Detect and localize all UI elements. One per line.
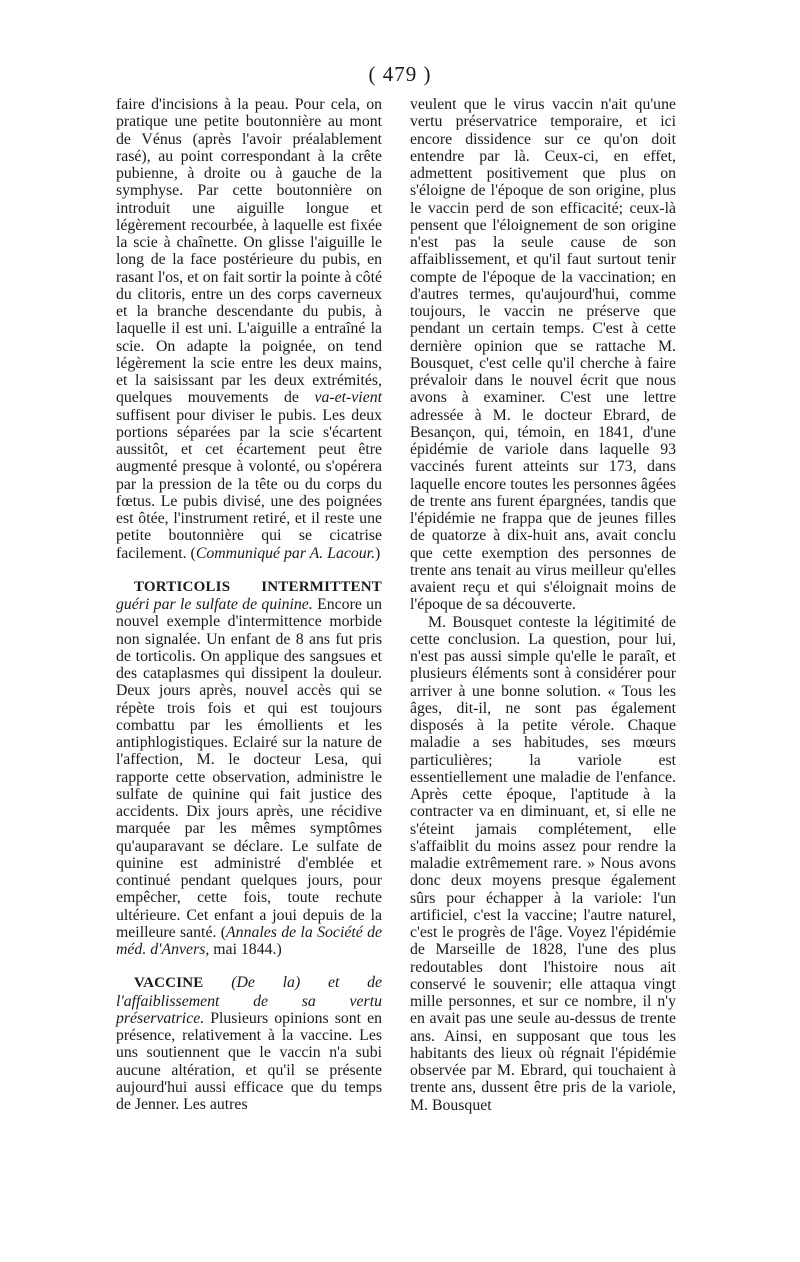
right-column: [410, 96, 676, 1114]
source-citation: Annales de la Société de méd. d'Anvers,: [116, 923, 383, 958]
paragraph-text: veulent que le virus vaccin n'ait qu'une vertu préservatrice temporaire, et ici encore dissidence sur ce qu'on doit entendre par là. Ceux-ci, en effet, admettent positivement que plus on s'éloigne de l'époque de son origine, plus le vaccin perd de son efficacité; ceux-là pensent que l'éloignement de son origine n'est pas la seule cause de son affaiblissement, et qu'il faut surtout tenir compte de l'époque de la vaccination; en d'autres termes, qu'aujourd'hui, comme toujours, le vaccin ne préserve que pendant un certain temps. C'est à cette dernière opinion que se rattache M. Bousquet, c'est celle qu'il cherche à faire prévaloir dans le nouvel écrit que nous avons à examiner. C'est une lettre adressée à M. le docteur Ebrard, de Besançon, qui, témoin, en 1841, d'une épidémie de variole dans laquelle 93 vaccinés furent atteints sur 173, dans laquelle encore toutes les personnes âgées de trente ans furent épargnées, tandis que l'épidémie ne frappa que de jeunes filles de quatorze à dix-huit ans, avait conclu que cette exemption des personnes de trente ans tenait au virus meilleur qu'elles avaient reçu et qui s'éloignait moins de l'époque de sa découverte.: [410, 96, 676, 614]
paragraph-text: M. Bousquet conteste la légitimité de cette conclusion. La question, pour lui, n'est pas aussi simple qu'elle le paraît, et plusieurs éléments sont à considérer pour arriver à une bonne solution. « Tous les âges, dit-il, ne sont pas également disposés à la petite vérole. Chaque maladie a ses habitudes, ses mœurs particulières; la variole est essentiellement une maladie de l'enfance. Après cette époque, l'aptitude à la contracter va en diminuant, et, si elle ne s'éteint jamais complétement, elle s'affaiblit du moins assez pour rendre la maladie extrêmement rare. » Nous avons donc deux moyens presque également sûrs pour échapper à la variole: l'un artificiel, c'est la vaccine; l'autre naturel, c'est le progrès de l'âge. Voyez l'épidémie de Marseille de 1828, l'une des plus redoutables dont l'histoire nous ait conservé le souvenir; elle attaqua vingt mille personnes, et sur ce nombre, il n'y en avait pas une seule au-dessus de trente ans. Ainsi, en supposant que tous les habitants des lieux où régnait l'épidémie observée par M. Ebrard, qui touchaient à trente ans, dussent être pris de la variole, M. Bousquet: [410, 613, 676, 1114]
paragraph: [410, 96, 676, 614]
source-citation: Communiqué par A. Lacour.: [195, 544, 376, 562]
article-heading: VACCINE: [134, 975, 204, 992]
paragraph-text: Plusieurs opinions sont en présence, relativement à la vaccine. Les uns soutiennent que le vaccin n'a subi aucune altération, et qu'il se présente aujourd'hui aussi efficace que du temps de Jenner. Les autres: [116, 1009, 382, 1113]
paragraph-text: ): [375, 544, 381, 562]
article-subheading: (De la) et de l'affaiblissement de sa vertu préservatrice.: [116, 974, 382, 1027]
paragraph-text: Encore un nouvel exemple d'intermittence morbide non signalée. Un enfant de 8 ans fut pris de torticolis. On applique des sangsues et des cataplasmes qui dissipent la douleur. Deux jours après, nouvel accès qui se répète trois fois et qui est toujours combattu par les émollients et les antiphlogistiques. Eclairé sur la nature de l'affection, M. le docteur Lesa, qui rapporte cette observation, administre le sulfate de quinine qui fait justice des accidents. Dix jours après, une récidive marquée par les mêmes symptômes qu'auparavant se déclare. Le sulfate de quinine est administré d'emblée et continué pendant quelques jours, pour empêcher, cette fois, toute rechute ultérieure. Cet enfant a joui depuis de la meilleure santé. (: [116, 596, 382, 941]
article-subheading: guéri par le sulfate de quinine.: [116, 596, 313, 613]
spacer: [116, 562, 382, 578]
paragraph: [116, 96, 382, 562]
italic-term: va-et-vient: [314, 389, 382, 407]
paragraph-text: faire d'incisions à la peau. Pour cela, on pratique une petite boutonnière au mont de Vénus (après l'avoir préalablement rasé), au point correspondant à la crête pubienne, à droite ou à gauche de la symphyse. Par cette boutonnière on introduit une aiguille longue et légèrement recourbée, à laquelle est fixée la scie à chaînette. On glisse l'aiguille le long de la face postérieure du pubis, en rasant l'os, et on fait sortir la pointe à côté du clitoris, entre un des corps caverneux et la branche descendante du pubis, à laquelle il est uni. L'aiguille a entraîné la scie. On adapte la poignée, on tend légèrement la scie entre les deux mains, et la saisissant par les deux extrémités, quelques mouvements de: [116, 96, 382, 407]
paragraph: [410, 614, 676, 1114]
paragraph-text: suffisent pour diviser le pubis. Les deux portions séparées par la scie s'écartent aussitôt, et cet écartement peut être augmenté presque à volonté, ou s'opérera par la pression de la tête ou du corps du fœtus. Le pubis divisé, une des poignées est ôtée, l'instrument retiré, et il reste une petite boutonnière qui se cicatrise facilement. (: [116, 406, 382, 562]
article-torticolis: [116, 578, 382, 959]
left-column: [116, 96, 382, 1113]
page-number: ( 479 ): [368, 62, 432, 86]
paragraph-text: mai 1844.): [213, 941, 282, 958]
article-vaccine: [116, 974, 382, 1113]
article-heading: TORTICOLIS INTERMITTENT: [134, 578, 382, 595]
spacer: [116, 958, 382, 974]
